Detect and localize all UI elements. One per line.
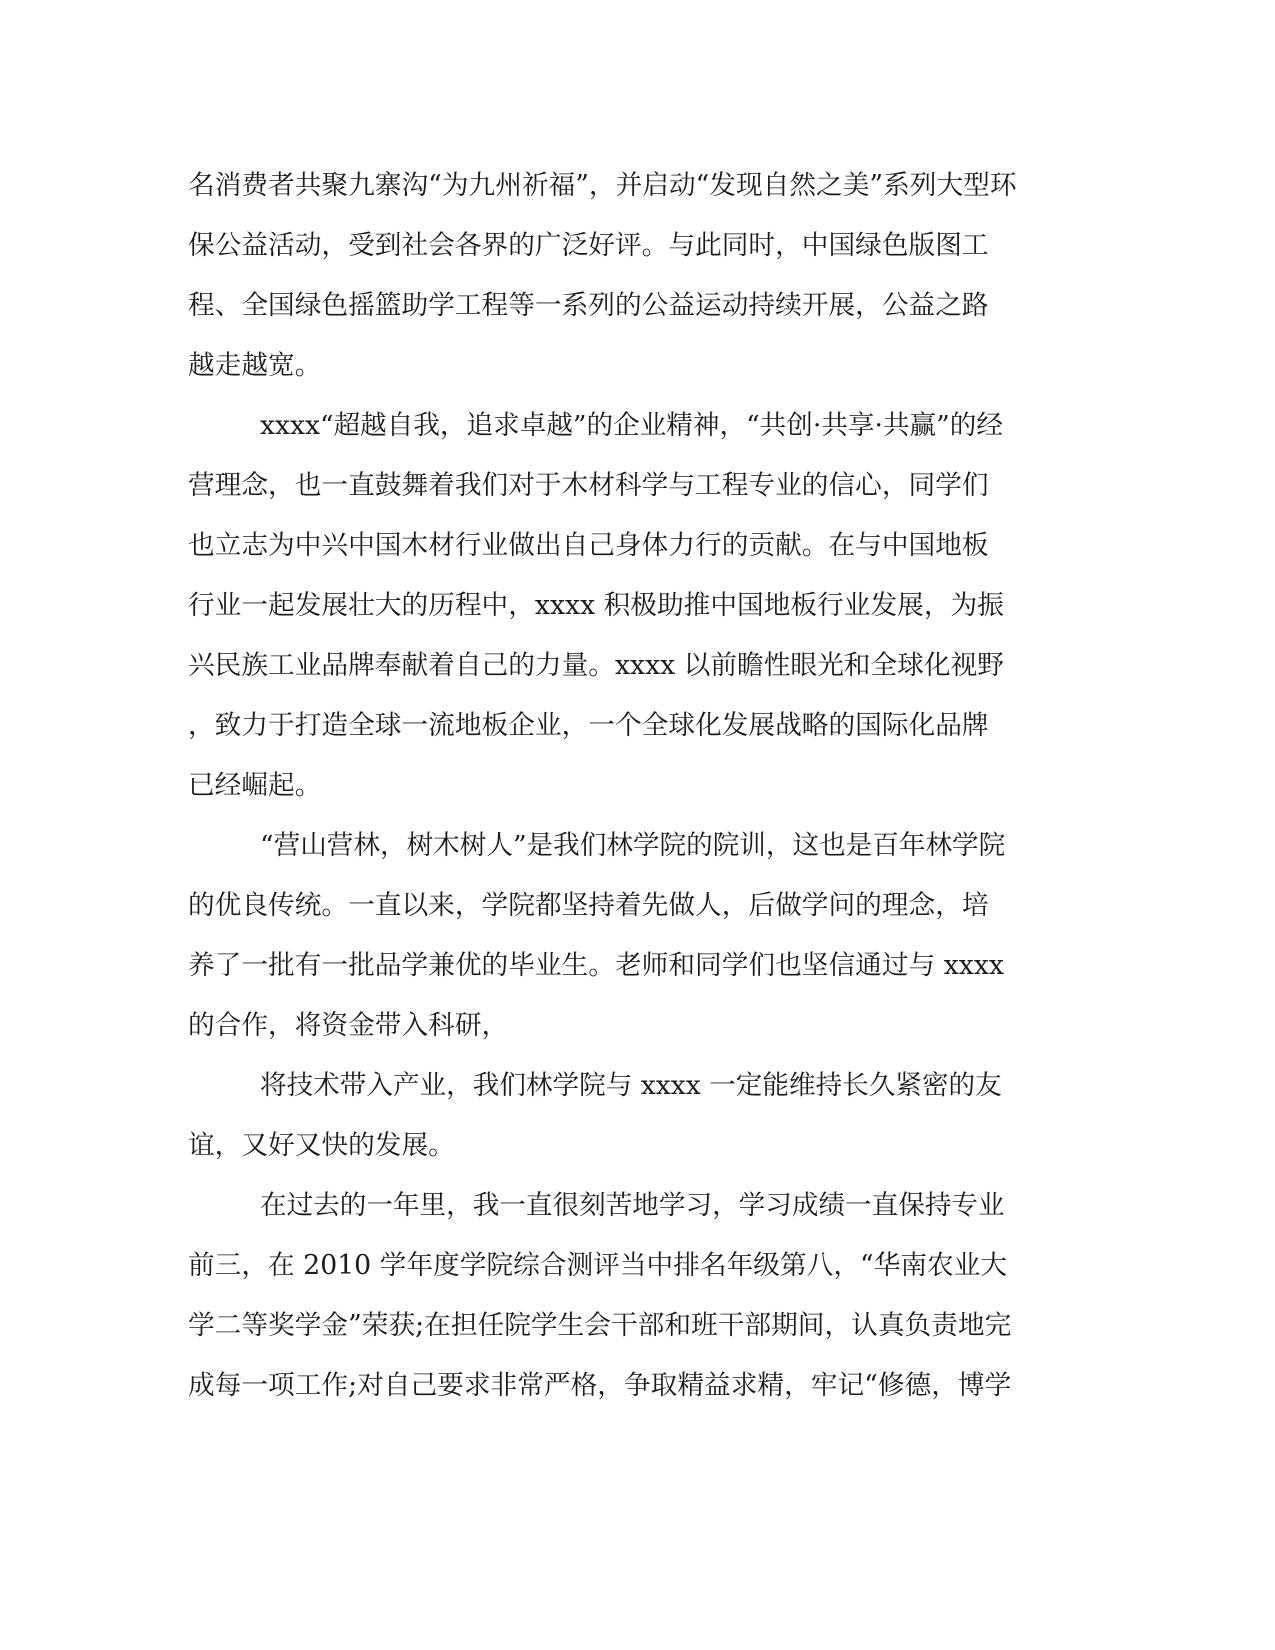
text-line: “营山营林，树木树人”是我们林学院的院训，这也是百年林学院 [260,830,1006,861]
text-line: 越走越宽。 [188,350,322,381]
text-line: 已经崛起。 [188,770,322,801]
text-line: 程、全国绿色摇篮助学工程等一系列的公益运动持续开展，公益之路 [188,290,989,321]
text-line: xxxx“超越自我，追求卓越”的企业精神，“共创·共享·共赢”的经 [260,410,1003,441]
text-line: 将技术带入产业，我们林学院与 xxxx 一定能维持长久紧密的友 [260,1070,1002,1101]
text-line: 养了一批有一批品学兼优的毕业生。老师和同学们也坚信通过与 xxxx [188,950,1004,981]
text-line: 前三，在 2010 学年度学院综合测评当中排名年级第八，“华南农业大 [188,1250,1008,1281]
text-line: 也立志为中兴中国木材行业做出自己身体力行的贡献。在与中国地板 [188,530,989,561]
text-line: 名消费者共聚九寨沟“为九州祈福”，并启动“发现自然之美”系列大型环 [188,170,1017,201]
text-line: 谊，又好又快的发展。 [188,1130,455,1161]
text-line: 兴民族工业品牌奉献着自己的力量。xxxx 以前瞻性眼光和全球化视野 [188,650,1004,681]
document-body [188,156,1068,1416]
text-line: 学二等奖学金”荣获;在担任院学生会干部和班干部期间，认真负责地完 [188,1310,1012,1341]
text-line: ，致力于打造全球一流地板企业，一个全球化发展战略的国际化品牌 [188,710,989,741]
text-line: 的合作，将资金带入科研， [188,1010,509,1041]
text-line: 营理念，也一直鼓舞着我们对于木材科学与工程专业的信心，同学们 [188,470,989,501]
text-line: 的优良传统。一直以来，学院都坚持着先做人，后做学问的理念，培 [188,890,989,921]
text-line: 在过去的一年里，我一直很刻苦地学习，学习成绩一直保持专业 [260,1190,1005,1221]
text-line: 行业一起发展壮大的历程中，xxxx 积极助推中国地板行业发展，为振 [188,590,1004,621]
text-line: 保公益活动，受到社会各界的广泛好评。与此同时，中国绿色版图工 [188,230,989,261]
text-line: 成每一项工作;对自己要求非常严格，争取精益求精，牢记“修德，博学 [188,1370,1012,1401]
